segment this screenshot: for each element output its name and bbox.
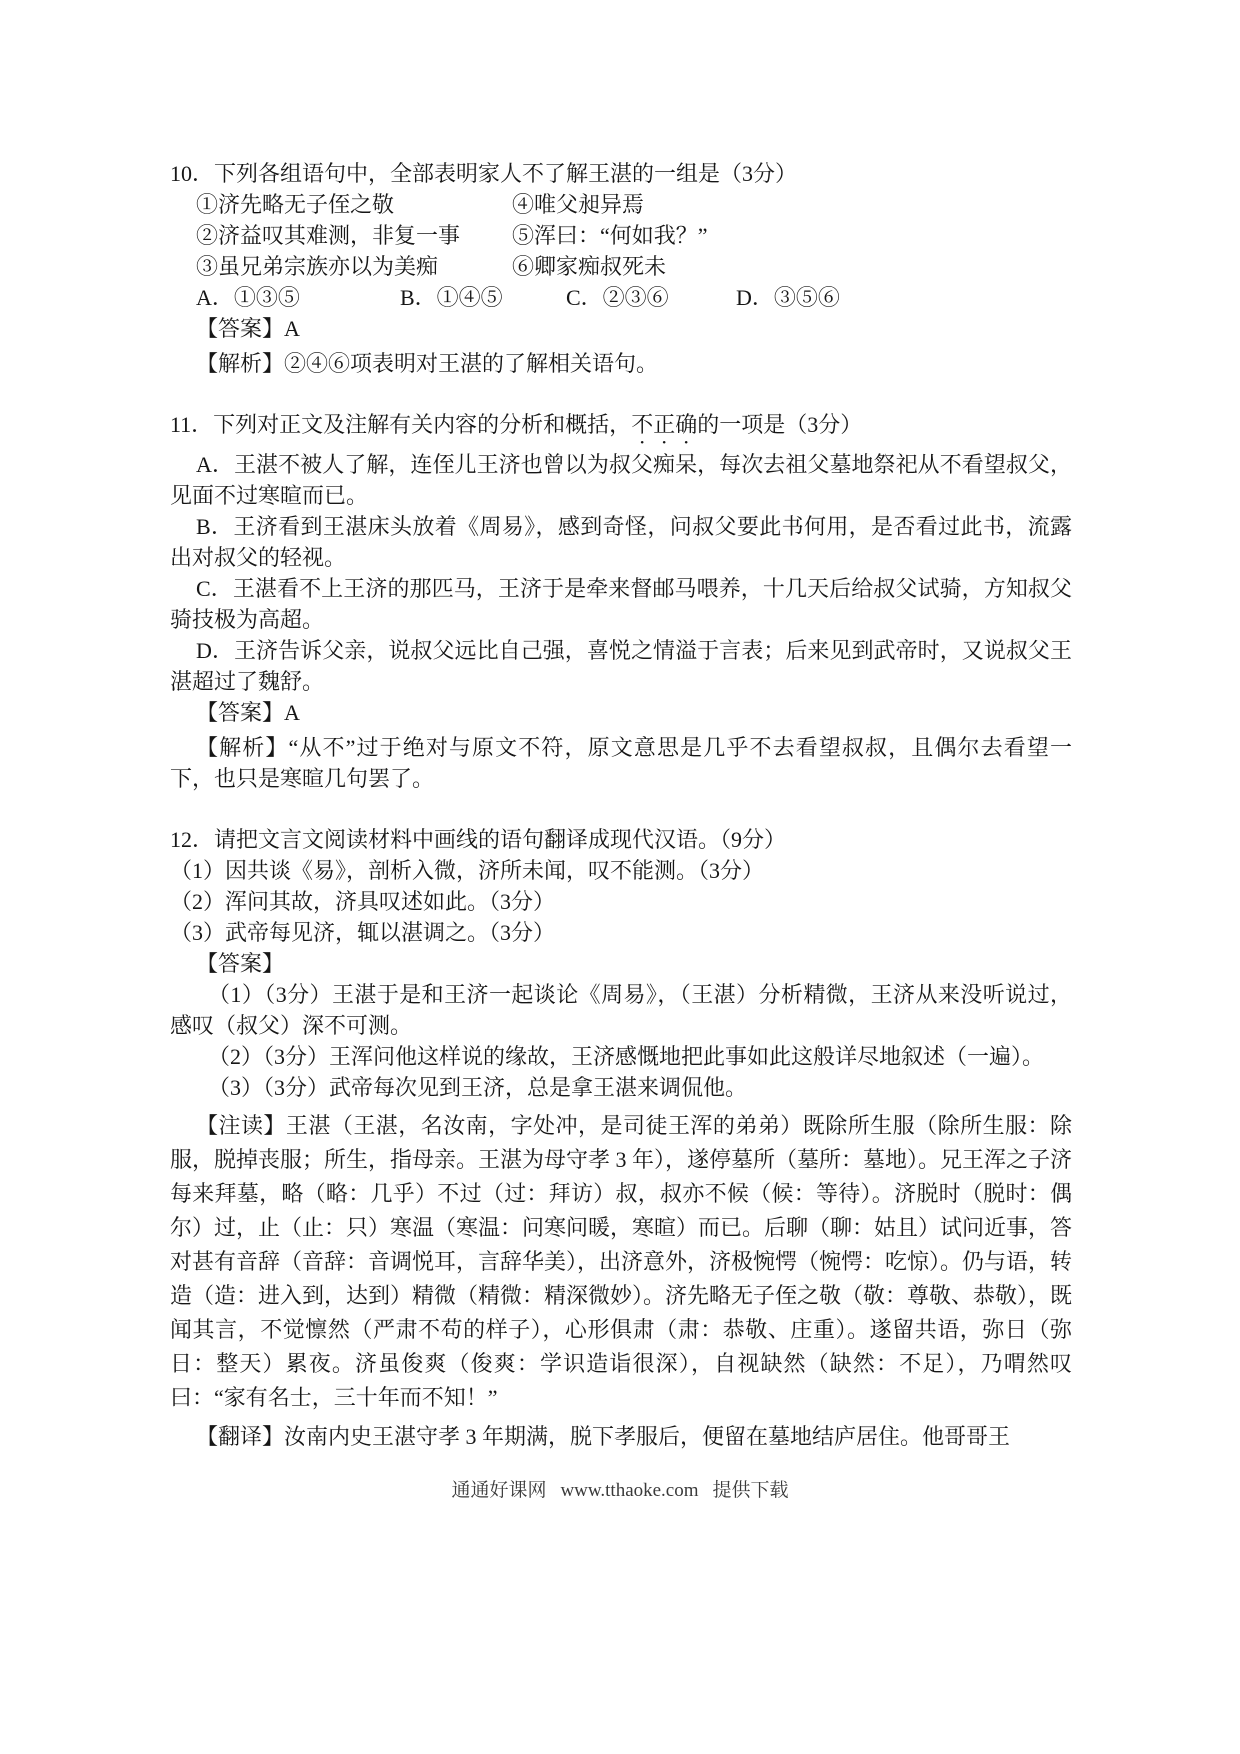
- q11-answer-line: 【答案】A: [196, 700, 300, 725]
- page-footer: [0, 1478, 1240, 1504]
- question-10-section: [170, 158, 1072, 379]
- question-12-section: [170, 824, 1072, 1452]
- footer-site-name: 通通好课网: [451, 1480, 547, 1501]
- q12-sentence-3: （3）武帝每见济，辄以湛调之。（3分）: [170, 920, 556, 945]
- q11-option-b: B．王济看到王湛床头放着《周易》，感到奇怪，问叔父要此书何用，是否看过此书，流露出对叔父的轻视。: [170, 514, 1072, 570]
- q10-item-row: [170, 220, 1072, 251]
- question-11-section: [170, 409, 1072, 794]
- q11-analysis-line: 【解析】“从不”过于绝对与原文不符，原文意思是几乎不去看望叔叔，且偶尔去看望一下，也只是寒暄几句罢了。: [170, 735, 1072, 791]
- q10-option-d: D．③⑤⑥: [736, 285, 840, 310]
- q11-stem: [170, 409, 1072, 449]
- q10-item-row: [170, 189, 1072, 220]
- q10-options-row: [170, 282, 1072, 313]
- footer-url: www.tthaoke.com: [560, 1480, 699, 1501]
- translation-paragraph: 【翻译】汝南内史王湛守孝 3 年期满，脱下孝服后，便留在墓地结庐居住。他哥哥王: [196, 1424, 1011, 1449]
- q10-option-b: B．①④⑤: [400, 285, 503, 310]
- q12-sentence-1: （1）因共谈《易》，剖析入微，济所未闻，叹不能测。（3分）: [170, 858, 765, 883]
- q11-stem-post: 的一项是（3分）: [697, 412, 863, 437]
- q10-item-3: ③虽兄弟宗族亦以为美痴: [196, 254, 439, 279]
- q10-item-2: ②济益叹其难测，非复一事: [196, 223, 461, 248]
- q12-answer-label: 【答案】: [196, 951, 285, 976]
- q10-answer-line: 【答案】A: [196, 316, 300, 341]
- q12-stem: 12．请把文言文阅读材料中画线的语句翻译成现代汉语。（9分）: [170, 827, 787, 852]
- q10-stem: 10．下列各组语句中，全部表明家人不了解王湛的一组是（3分）: [170, 161, 798, 186]
- q10-item-4: ④唯父昶异焉: [512, 192, 645, 217]
- q11-option-c: C．王湛看不上王济的那匹马，王济于是牵来督邮马喂养，十几天后给叔父试骑，方知叔父骑技极为高超。: [170, 576, 1072, 632]
- q10-item-6: ⑥卿家痴叔死未: [512, 254, 667, 279]
- q12-answer-1: （1）（3分）王湛于是和王济一起谈论《周易》，（王湛）分析精微，王济从来没听说过，感叹（叔父）深不可测。: [170, 982, 1072, 1038]
- footer-download-suffix: 提供下载: [712, 1480, 789, 1501]
- q11-option-a: A．王湛不被人了解，连侄儿王济也曾以为叔父痴呆，每次去祖父墓地祭祀从不看望叔父，见面不过寒暄而已。: [170, 452, 1072, 508]
- q10-item-1: ①济先略无子侄之敬: [196, 192, 395, 217]
- q12-sentence-2: （2）浑问其故，济具叹述如此。（3分）: [170, 889, 556, 914]
- q10-option-a: A．①③⑤: [196, 285, 300, 310]
- q10-item-row: [170, 251, 1072, 282]
- document-page: [170, 158, 1072, 1452]
- q10-option-c: C．②③⑥: [566, 285, 669, 310]
- q10-item-5: ⑤浑曰：“何如我？”: [512, 223, 708, 248]
- q10-analysis-line: 【解析】②④⑥项表明对王湛的了解相关语句。: [196, 351, 659, 376]
- q11-stem-emphasis: 不正确: [631, 412, 698, 437]
- annotation-paragraph: 【注读】王湛（王湛，名汝南，字处冲，是司徒王浑的弟弟）既除所生服（除所生服：除服，脱掉丧服；所生，指母亲。王湛为母守孝 3 年），遂停墓所（墓所：墓地）。兄王浑之子济每来拜墓，略（略：几乎）不过（过：拜访）叔，叔亦不候（候：等待）。济脱时（脱时：偶尔）过，止（止：只）寒温（寒温：问寒问暖，寒暄）而已。后聊（聊：姑且）试问近事，答对甚有音辞（音辞：音调悦耳，言辞华美），出济意外，济极惋愕（惋愕：吃惊）。仍与语，转造（造：进入到，达到）精微（精微：精深微妙）。济先略无子侄之敬（敬：尊敬、恭敬），既闻其言，不觉懔然（严肃不苟的样子），心形俱肃（肃：恭敬、庄重）。遂留共语，弥日（弥日：整天）累夜。济虽俊爽（俊爽：学识造诣很深），自视缺然（缺然：不足），乃喟然叹曰：“家有名士，三十年而不知！”: [170, 1113, 1073, 1410]
- q12-answer-2: （2）（3分）王浑问他这样说的缘故，王济感慨地把此事如此这般详尽地叙述（一遍）。: [208, 1044, 1045, 1069]
- q11-option-d: D．王济告诉父亲，说叔父远比自己强，喜悦之情溢于言表；后来见到武帝时，又说叔父王湛超过了魏舒。: [170, 638, 1072, 694]
- q11-stem-pre: 11．下列对正文及注解有关内容的分析和概括，: [170, 412, 632, 437]
- q12-answer-3: （3）（3分）武帝每次见到王济，总是拿王湛来调侃他。: [208, 1075, 748, 1100]
